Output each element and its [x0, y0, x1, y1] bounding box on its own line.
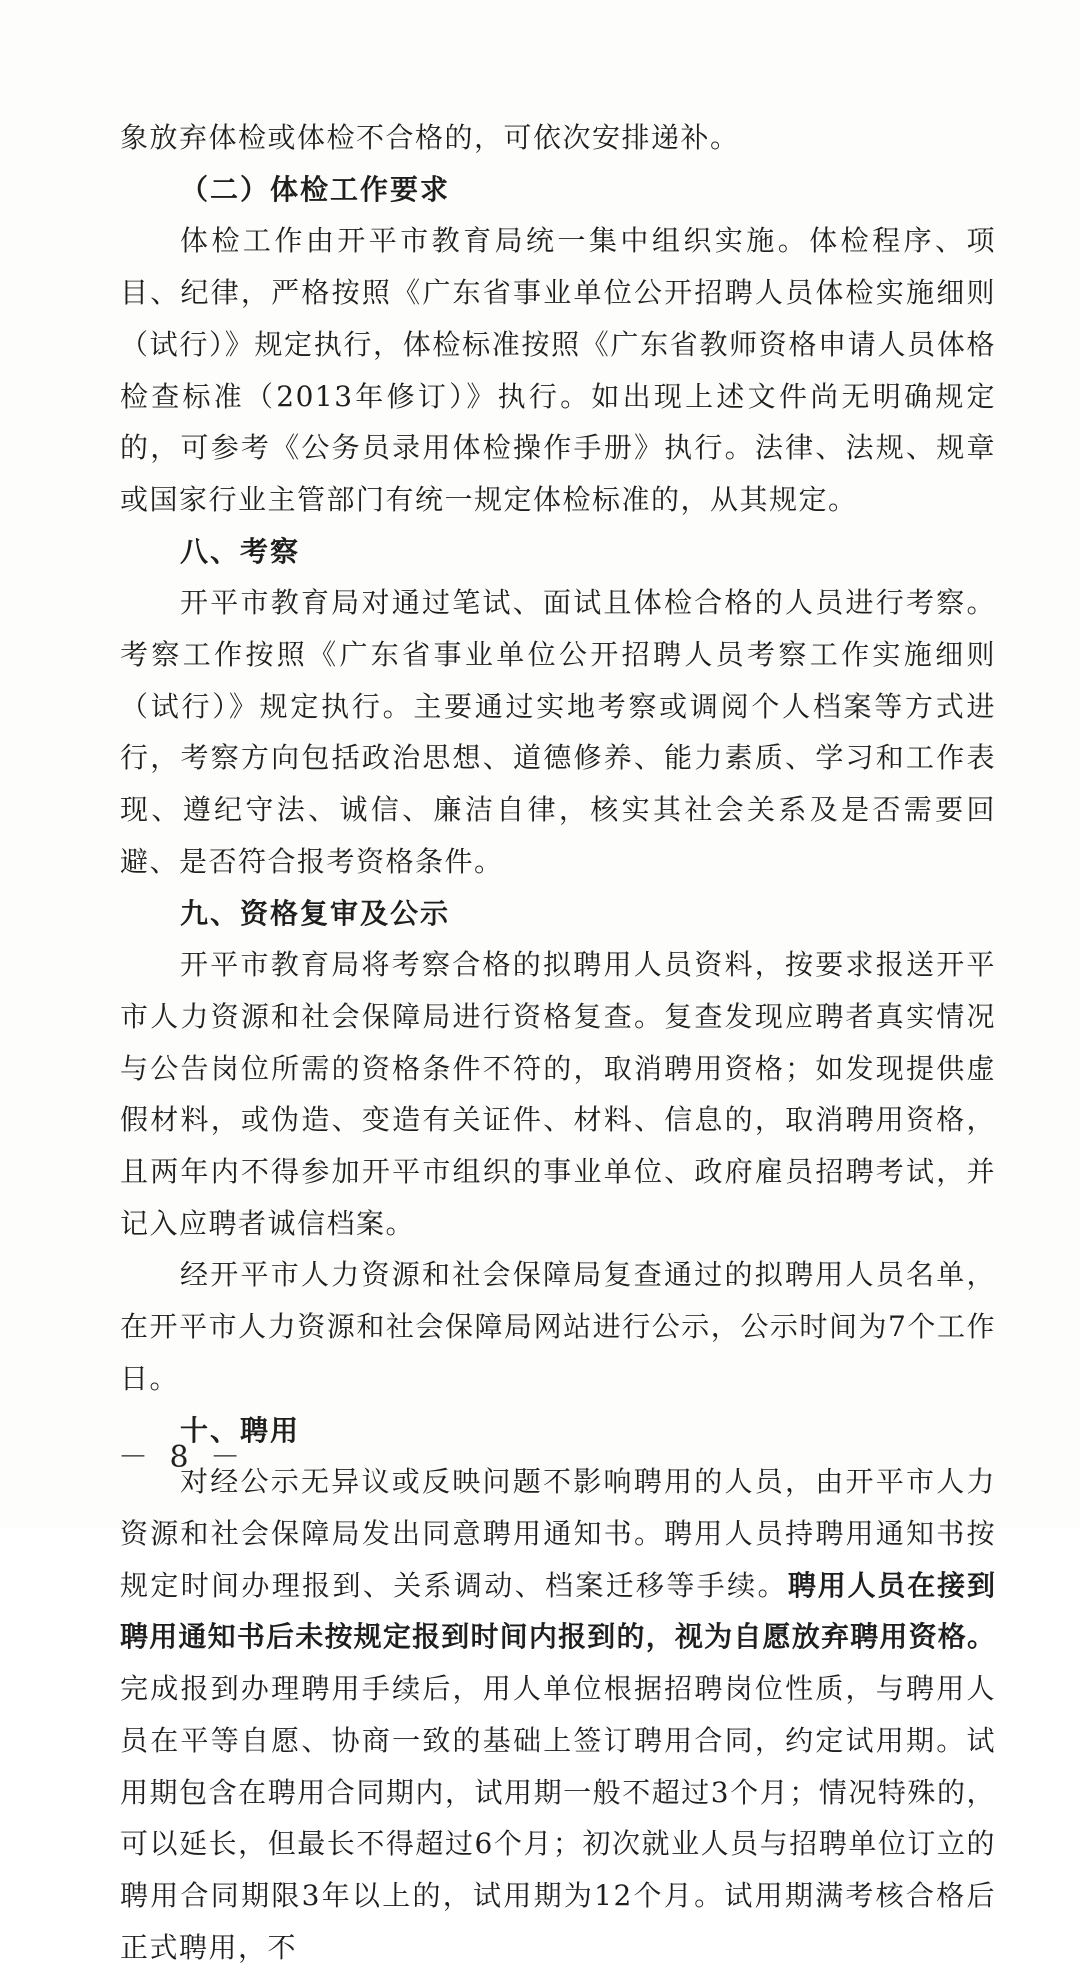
document-body	[120, 112, 996, 1973]
section-heading-physical-exam-requirements: （二）体检工作要求	[180, 172, 451, 206]
section-heading-qualification-review: 九、资格复审及公示	[180, 896, 451, 930]
paragraph-qualification-review: 开平市教育局将考察合格的拟聘用人员资料，按要求报送开平市人力资源和社会保障局进行资格复查。复查发现应聘者真实情况与公告岗位所需的资格条件不符的，取消聘用资格；如发现提供虚假材料，或伪造、变造有关证件、材料、信息的，取消聘用资格，且两年内不得参加开平市组织的事业单位、政府雇员招聘考试，并记入应聘者诚信档案。	[120, 948, 996, 1240]
employment-bold-notice: 聘用人员在接到聘用通知书后未按规定报到时间内报到的，视为自愿放弃聘用资格。	[120, 1568, 996, 1654]
page-number: － 8 －	[118, 1440, 247, 1475]
employment-text-after: 完成报到办理聘用手续后，用人单位根据招聘岗位性质，与聘用人员在平等自愿、协商一致的基础上签订聘用合同，约定试用期。试用期包含在聘用合同期内，试用期一般不超过3个月；情况特殊的，可以延长，但最长不得超过6个月；初次就业人员与招聘单位订立的聘用合同期限3年以上的，试用期为12个月。试用期满考核合格后正式聘用，不	[120, 1672, 996, 1964]
section-heading-employment: 十、聘用	[180, 1413, 301, 1447]
section-heading-inspection: 八、考察	[180, 534, 301, 568]
paragraph-physical-exam: 体检工作由开平市教育局统一集中组织实施。体检程序、项目、纪律，严格按照《广东省事业单位公开招聘人员体检实施细则（试行）》规定执行，体检标准按照《广东省教师资格申请人员体格检查标准（2013年修订）》执行。如出现上述文件尚无明确规定的，可参考《公务员录用体检操作手册》执行。法律、法规、规章或国家行业主管部门有统一规定体检标准的，从其规定。	[120, 224, 996, 516]
paragraph-inspection: 开平市教育局对通过笔试、面试且体检合格的人员进行考察。考察工作按照《广东省事业单位公开招聘人员考察工作实施细则（试行）》规定执行。主要通过实地考察或调阅个人档案等方式进行，考察方向包括政治思想、道德修养、能力素质、学习和工作表现、遵纪守法、诚信、廉洁自律，核实其社会关系及是否需要回避、是否符合报考资格条件。	[120, 586, 996, 878]
employment-text-before: 对经公示无异议或反映问题不影响聘用的人员，由开平市人力资源和社会保障局发出同意聘用通知书。聘用人员持聘用通知书按规定时间办理报到、关系调动、档案迁移等手续。	[120, 1465, 996, 1602]
paragraph-employment	[120, 1456, 996, 1973]
paragraph-continuation: 象放弃体检或体检不合格的，可依次安排递补。	[120, 121, 740, 154]
paragraph-public-notice: 经开平市人力资源和社会保障局复查通过的拟聘用人员名单，在开平市人力资源和社会保障局网站进行公示，公示时间为7个工作日。	[120, 1258, 996, 1395]
